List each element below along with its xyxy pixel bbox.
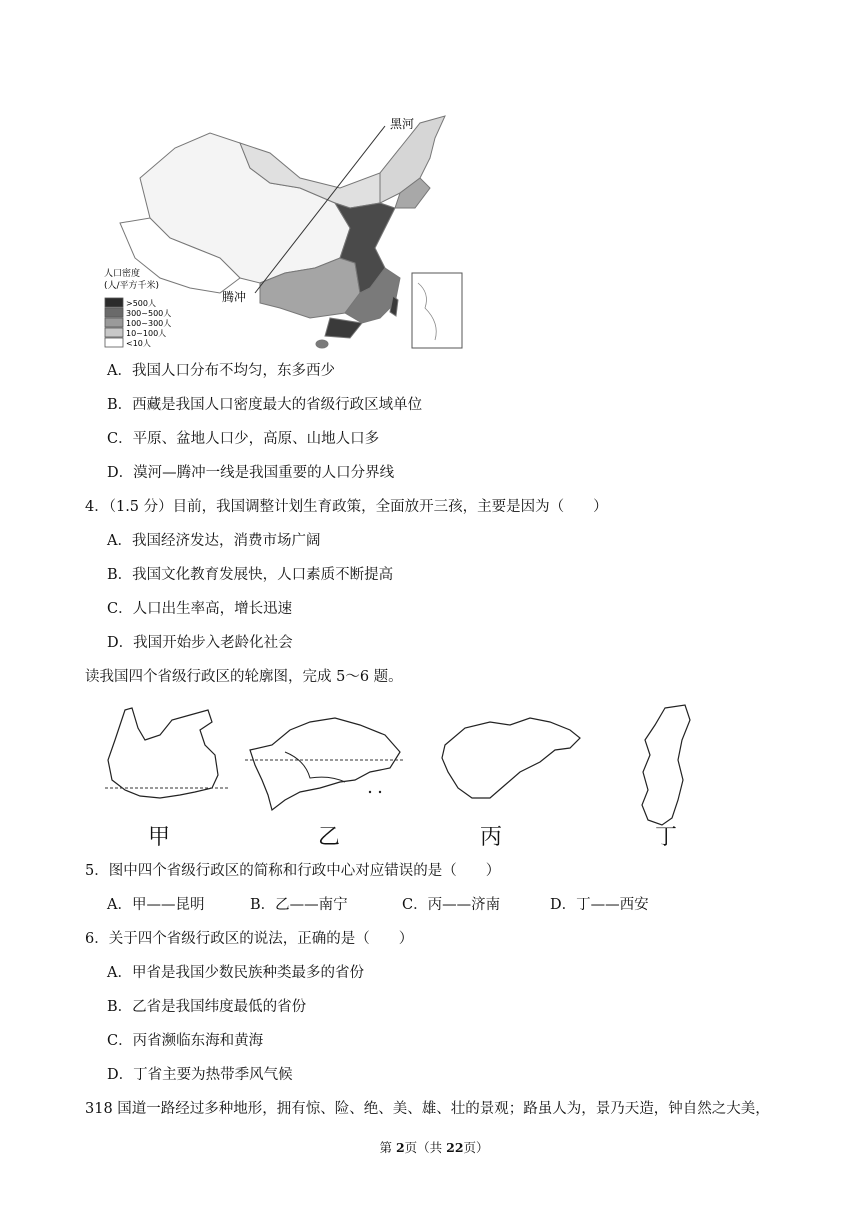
- q3-option-c: C．平原、盆地人口少，高原、山地人口多: [107, 431, 380, 447]
- q5-option-a: A．甲——昆明: [107, 897, 205, 913]
- china-map-svg: [100, 108, 465, 353]
- q3-option-a: A．我国人口分布不均匀，东多西少: [107, 363, 335, 379]
- q4-option-a: A．我国经济发达，消费市场广阔: [107, 533, 321, 549]
- footer-post: 页）: [463, 1140, 489, 1155]
- label-bing: 丙: [480, 825, 503, 850]
- q3-option-d: D．漠河—腾冲一线是我国重要的人口分界线: [107, 465, 395, 481]
- label-jia: 甲: [148, 825, 171, 850]
- q6-option-c: C．丙省濒临东海和黄海: [107, 1033, 264, 1049]
- footer-mid: 页（共: [404, 1140, 447, 1155]
- q5-option-d: D．丁——西安: [550, 897, 649, 913]
- q4-stem: 4．（1.5 分）目前，我国调整计划生育政策，全面放开三孩，主要是因为（ ）: [85, 499, 608, 515]
- q5-option-b: B．乙——南宁: [250, 897, 348, 913]
- legend-label-4: 10~100人: [126, 329, 167, 338]
- footer-pre: 第: [379, 1140, 396, 1155]
- heihe-label: 黑河: [390, 117, 415, 131]
- q6-option-d: D．丁省主要为热带季风气候: [107, 1067, 293, 1083]
- legend-label-5: <10人: [126, 339, 151, 348]
- q5-stem: 5．图中四个省级行政区的简称和行政中心对应错误的是（ ）: [85, 863, 501, 879]
- q6-option-a: A．甲省是我国少数民族种类最多的省份: [107, 965, 364, 981]
- q6-option-b: B．乙省是我国纬度最低的省份: [107, 999, 307, 1015]
- q4-option-b: B．我国文化教育发展快，人口素质不断提高: [107, 567, 394, 583]
- province-outlines-svg: [100, 700, 700, 852]
- page-footer: [0, 1138, 868, 1156]
- q4-option-d: D．我国开始步入老龄化社会: [107, 635, 293, 651]
- legend-swatch-1: [105, 298, 123, 307]
- legend-swatch-3: [105, 318, 123, 327]
- legend-label-2: 300~500人: [126, 309, 172, 318]
- footer-page-number: 2: [395, 1140, 405, 1155]
- legend-swatch-5: [105, 338, 123, 347]
- q6-stem: 6．关于四个省级行政区的说法，正确的是（ ）: [85, 931, 414, 947]
- q4-option-c: C．人口出生率高，增长迅速: [107, 601, 293, 617]
- q5-option-c: C．丙——济南: [402, 897, 501, 913]
- legend-label-1: >500人: [126, 299, 156, 308]
- q3-option-b: B．西藏是我国人口密度最大的省级行政区域单位: [107, 397, 423, 413]
- legend-swatch-4: [105, 328, 123, 337]
- province-outlines: [100, 700, 700, 852]
- intro-5-6: 读我国四个省级行政区的轮廓图，完成 5～6 题。: [85, 669, 403, 685]
- legend-title-2: (人/平方千米): [104, 281, 160, 291]
- tengchong-label: 腾冲: [222, 290, 247, 304]
- footer-total-pages: 22: [446, 1140, 464, 1155]
- label-ding: 丁: [655, 825, 678, 850]
- label-yi: 乙: [318, 825, 341, 850]
- legend-title-1: 人口密度: [104, 269, 141, 279]
- trailing-paragraph: 318 国道一路经过多种地形，拥有惊、险、绝、美、雄、壮的景观；路虽人为，景乃天造，钟自然之大美，: [85, 1101, 770, 1117]
- legend-swatch-2: [105, 308, 123, 317]
- legend-label-3: 100~300人: [126, 319, 172, 328]
- population-density-map: [100, 108, 465, 353]
